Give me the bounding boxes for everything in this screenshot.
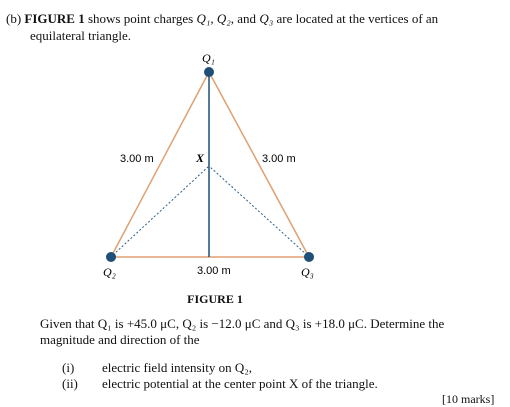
part-ii (62, 376, 378, 392)
figure-caption: FIGURE 1 (187, 292, 243, 306)
part-ii-number: (ii) (62, 376, 78, 391)
dotted-line-q2-x (113, 166, 209, 255)
marks-label: [10 marks] (442, 392, 495, 406)
charge-q2-dot (106, 252, 116, 262)
question-parts (62, 360, 378, 392)
intro-text-2: are located at the vertices of an (276, 11, 439, 26)
intro-text-1: shows point charges (87, 11, 194, 26)
charge-q3-dot (304, 252, 314, 262)
q3-ref: Q₃ (259, 11, 274, 26)
part-i-text: electric field intensity on Q₂, (102, 360, 253, 375)
q2-ref: Q₂ (216, 11, 231, 26)
label-q2: Q₂ (103, 265, 116, 279)
q1-ref: Q₁ (196, 11, 211, 26)
part-i (62, 360, 378, 376)
label-center-x: X (196, 151, 205, 165)
part-ii-text: electric potential at the center point X of the triangle. (102, 376, 378, 391)
dotted-line-q3-x (209, 166, 307, 255)
charge-q1-dot (204, 67, 214, 77)
label-q1: Q₁ (202, 51, 215, 65)
and-word: and (237, 11, 257, 26)
intro-text-3: equilateral triangle. (30, 28, 132, 43)
label-side-left: 3.00 m (120, 153, 154, 165)
figure-reference: FIGURE 1 (24, 11, 85, 26)
given-text: Given that Q₁ is +45.0 μC, Q₂ is −12.0 μC and Q₃ is +18.0 μC. Determine the magnitude and direction of the (40, 316, 445, 347)
label-q3: Q₃ (301, 265, 314, 279)
part-i-number: (i) (62, 360, 75, 375)
part-label: (b) (6, 11, 22, 26)
label-side-right: 3.00 m (262, 153, 296, 165)
label-side-bottom: 3.00 m (197, 265, 231, 277)
question-intro: (b) FIGURE 1 shows point charges Q₁, Q₂, and Q₃ are located at the vertices of an equilateral triangle. (6, 10, 506, 44)
